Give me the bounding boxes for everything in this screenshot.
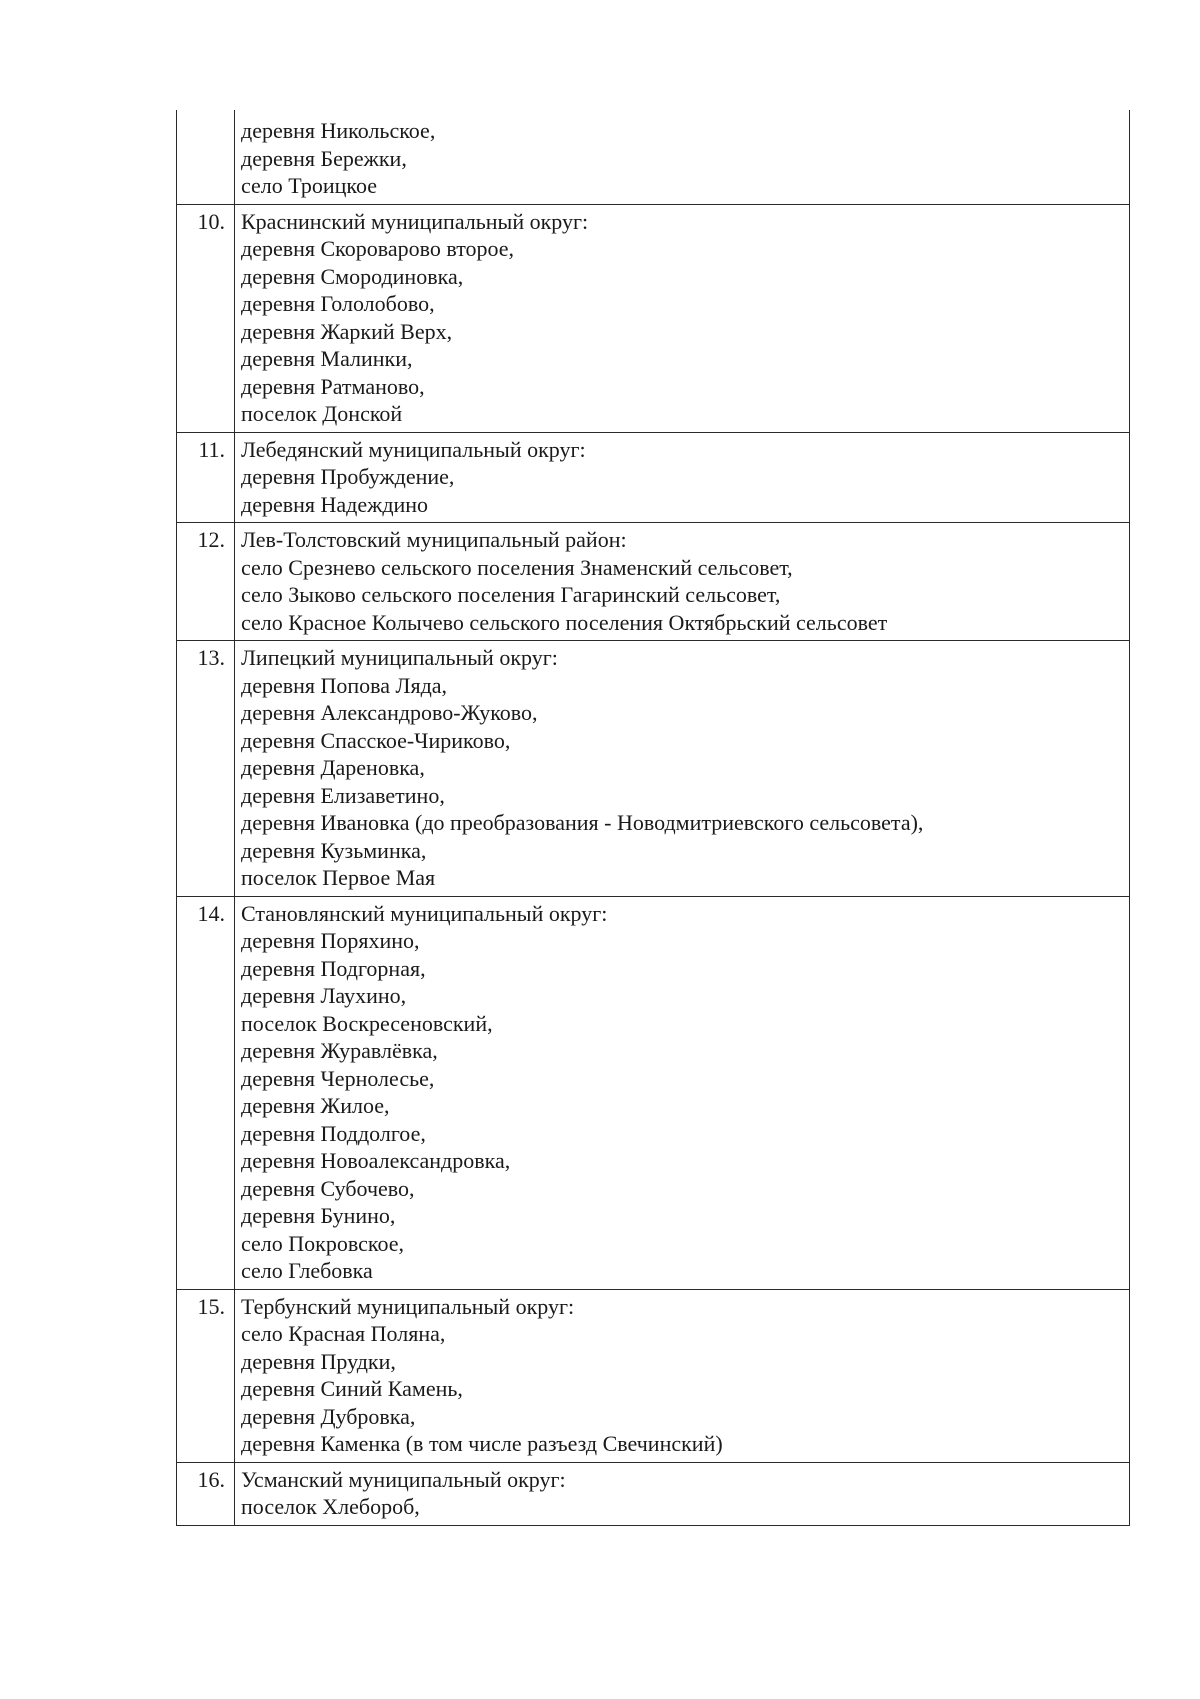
district-heading: Лебедянский муниципальный округ: (241, 436, 586, 462)
row-number: 16. (177, 1462, 235, 1525)
row-content (235, 1462, 1130, 1525)
settlement-line: деревня Малинки, (241, 346, 413, 371)
row-number: 14. (177, 896, 235, 1289)
settlement-line: село Троицкое (241, 173, 378, 198)
district-heading: Становлянский муниципальный округ: (241, 900, 608, 926)
settlement-line: деревня Александрово-Жуково, (241, 700, 538, 725)
settlement-line: деревня Лаухино, (241, 983, 407, 1008)
settlement-line: деревня Спасское-Чириково, (241, 727, 511, 753)
table-row (177, 1462, 1130, 1525)
settlement-line: деревня Дареновка, (241, 755, 425, 780)
settlement-line: поселок Воскресеновский, (241, 1010, 493, 1036)
settlement-line: село Красная Поляна, (241, 1321, 446, 1346)
settlement-line: село Красное Колычево сельского поселения Октябрьский сельсовет (241, 609, 888, 635)
settlement-line: деревня Скороварово второе, (241, 236, 515, 261)
settlement-line: деревня Гололобово, (241, 291, 435, 316)
row-number: 11. (177, 432, 235, 523)
settlement-line: деревня Смородиновка, (241, 263, 464, 289)
row-number: 10. (177, 204, 235, 432)
settlement-line: деревня Синий Камень, (241, 1376, 463, 1401)
table-row (177, 110, 1130, 204)
row-content (235, 1289, 1130, 1462)
settlement-line: деревня Бережки, (241, 145, 407, 171)
settlement-line: деревня Прудки, (241, 1348, 396, 1374)
table-row (177, 523, 1130, 641)
settlement-line: деревня Ратманово, (241, 373, 425, 399)
settlement-line: село Срезнево сельского поселения Знаменский сельсовет, (241, 554, 793, 580)
settlement-line: деревня Поряхино, (241, 928, 420, 953)
row-number: 15. (177, 1289, 235, 1462)
settlement-line: деревня Чернолесье, (241, 1065, 435, 1091)
table-body (177, 110, 1130, 1525)
settlement-line: деревня Жилое, (241, 1093, 390, 1118)
row-content (235, 204, 1130, 432)
settlement-line: деревня Подгорная, (241, 955, 426, 981)
row-number (177, 110, 235, 204)
row-number: 12. (177, 523, 235, 641)
settlement-line: деревня Пробуждение, (241, 464, 455, 489)
district-heading: Лев-Толстовский муниципальный район: (241, 527, 627, 552)
table-row (177, 896, 1130, 1289)
district-heading: Липецкий муниципальный округ: (241, 645, 558, 670)
settlement-line: поселок Донской (241, 401, 403, 426)
row-content (235, 641, 1130, 897)
row-content (235, 896, 1130, 1289)
settlement-line: деревня Ивановка (до преобразования - Новодмитриевского сельсовета), (241, 810, 924, 835)
settlement-line: деревня Поддолгое, (241, 1120, 426, 1146)
table-row (177, 432, 1130, 523)
settlement-line: село Глебовка (241, 1258, 373, 1283)
settlement-line: деревня Журавлёвка, (241, 1038, 438, 1063)
row-content (235, 432, 1130, 523)
settlement-line: село Покровское, (241, 1230, 404, 1256)
settlement-line: деревня Попова Ляда, (241, 672, 448, 698)
settlement-line: деревня Бунино, (241, 1203, 396, 1228)
district-heading: Усманский муниципальный округ: (241, 1466, 566, 1492)
settlement-line: деревня Кузьминка, (241, 837, 427, 863)
district-heading: Краснинский муниципальный округ: (241, 208, 589, 234)
table-row (177, 641, 1130, 897)
row-number: 13. (177, 641, 235, 897)
settlement-line: деревня Дубровка, (241, 1403, 416, 1429)
settlements-table (176, 110, 1130, 1526)
district-heading: Тербунский муниципальный округ: (241, 1293, 575, 1319)
row-content (235, 523, 1130, 641)
table-row (177, 1289, 1130, 1462)
settlement-line: деревня Жаркий Верх, (241, 318, 453, 344)
settlement-line: деревня Никольское, (241, 118, 436, 143)
settlement-line: поселок Хлебороб, (241, 1494, 420, 1519)
settlement-line: село Зыково сельского поселения Гагаринский сельсовет, (241, 582, 781, 607)
settlement-line: деревня Надеждино (241, 491, 429, 517)
settlement-line: деревня Елизаветино, (241, 782, 445, 808)
settlement-line: деревня Новоалександровка, (241, 1148, 511, 1173)
settlement-line: поселок Первое Мая (241, 865, 436, 890)
row-content (235, 110, 1130, 204)
settlement-line: деревня Субочево, (241, 1175, 415, 1201)
table-row (177, 204, 1130, 432)
settlement-line: деревня Каменка (в том числе разъезд Свечинский) (241, 1431, 723, 1456)
